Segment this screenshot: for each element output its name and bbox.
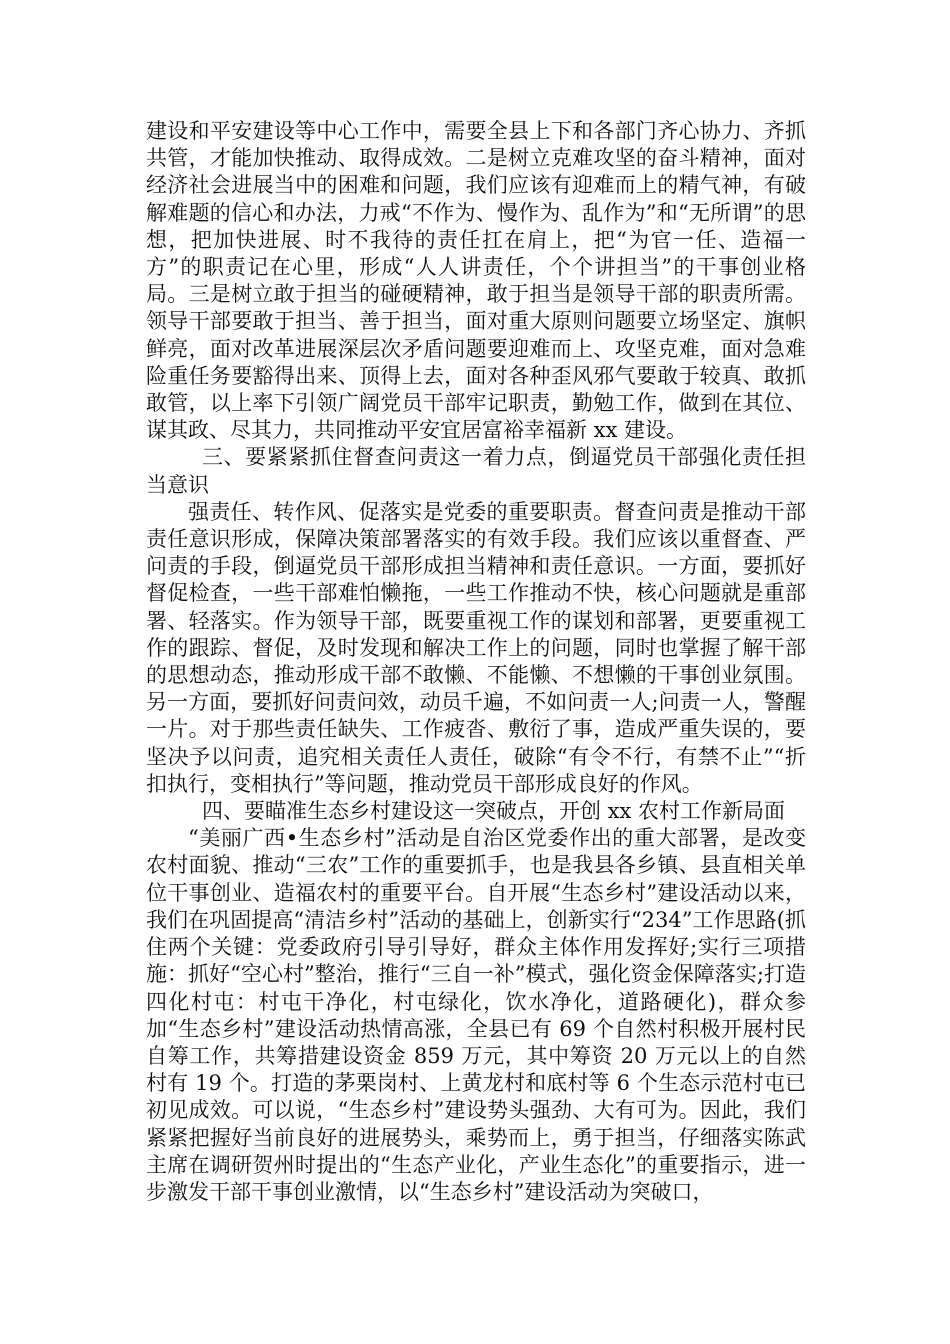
paragraph-accountability: 强责任、转作风、促落实是党委的重要职责。督查问责是推动干部责任意识形成，保障决策部署落实的有效手段。我们应该以重督查、严问责的手段，倒逼党员干部形成担当精神和责任意识。一方面，要抓好督促检查，一些干部难怕懒拖，一些工作推动不快，核心问题就是重部署、轻落实。作为领导干部，既要重视工作的谋划和部署，更要重视工作的跟踪、督促，及时发现和解决工作上的问题，同时也掌握了解干部的思想动态，推动形成干部不敢懒、不能懒、不想懒的干事创业氛围。另一方面，要抓好问责问效，动员千遍，不如问责一人;问责一人，警醒一片。对于那些责任缺失、工作疲沓、敷衍了事，造成严重失误的，要坚决予以问责，追究相关责任人责任，破除“有令不行，有禁不止”“折扣执行，变相执行”等问题，推动党员干部形成良好的作风。 [146, 499, 806, 796]
section-heading-3: 三、要紧紧抓住督查问责这一着力点，倒逼党员干部强化责任担当意识 [146, 445, 806, 497]
paragraph-continued: 建设和平安建设等中心工作中，需要全县上下和各部门齐心协力、齐抓共管，才能加快推动、取得成效。二是树立克难攻坚的奋斗精神，面对经济社会进展当中的困难和问题，我们应该有迎难而上的精气神，有破解难题的信心和办法，力戒“不作为、慢作为、乱作为”和“无所谓”的思想，把加快进展、时不我待的责任扛在肩上，把“为官一任、造福一方”的职责记在心里，形成“人人讲责任，个个讲担当”的干事创业格局。三是树立敢于担当的碰硬精神，敢于担当是领导干部的职责所需。领导干部要敢于担当、善于担当，面对重大原则问题要立场坚定、旗帜鲜亮，面对改革进展深层次矛盾问题要迎难而上、攻坚克难，面对急难险重任务要豁得出来、顶得上去，面对各种歪风邪气要敢于较真、敢抓敢管，以上率下引领广阔党员干部牢记职责，勤勉工作，做到在其位、谋其政、尽其力，共同推动平安宜居富裕幸福新 xx 建设。 [146, 119, 806, 443]
paragraph-ecological-village: “美丽广西•生态乡村”活动是自治区党委作出的重大部署，是改变农村面貌、推动“三农”工作的重要抓手，也是我县各乡镇、县直相关单位干事创业、造福农村的重要平台。自开展“生态乡村”建设活动以来，我们在巩固提高“清洁乡村”活动的基础上，创新实行“234”工作思路(抓住两个关键：党委政府引导引导好，群众主体作用发挥好;实行三项措施：抓好“空心村”整治，推行“三自一补”模式，强化资金保障落实;打造四化村屯：村屯干净化，村屯绿化，饮水净化，道路硬化)，群众参加“生态乡村”建设活动热情高涨，全县已有 69 个自然村积极开展村民自筹工作，共筹措建设资金 859 万元，其中筹资 20 万元以上的自然村有 19 个。打造的茅栗岗村、上黄龙村和底村等 6 个生态示范村屯已初见成效。可以说，“生态乡村”建设势头强劲、大有可为。因此，我们紧紧把握好当前良好的进展势头，乘势而上，勇于担当，仔细落实陈武主席在调研贺州时提出的“生态产业化，产业生态化”的重要指示，进一步激发干部干事创业激情，以“生态乡村”建设活动为突破口， [146, 826, 806, 1204]
section-heading-4: 四、要瞄准生态乡村建设这一突破点，开创 xx 农村工作新局面 [202, 799, 786, 824]
document-body [146, 118, 806, 1206]
